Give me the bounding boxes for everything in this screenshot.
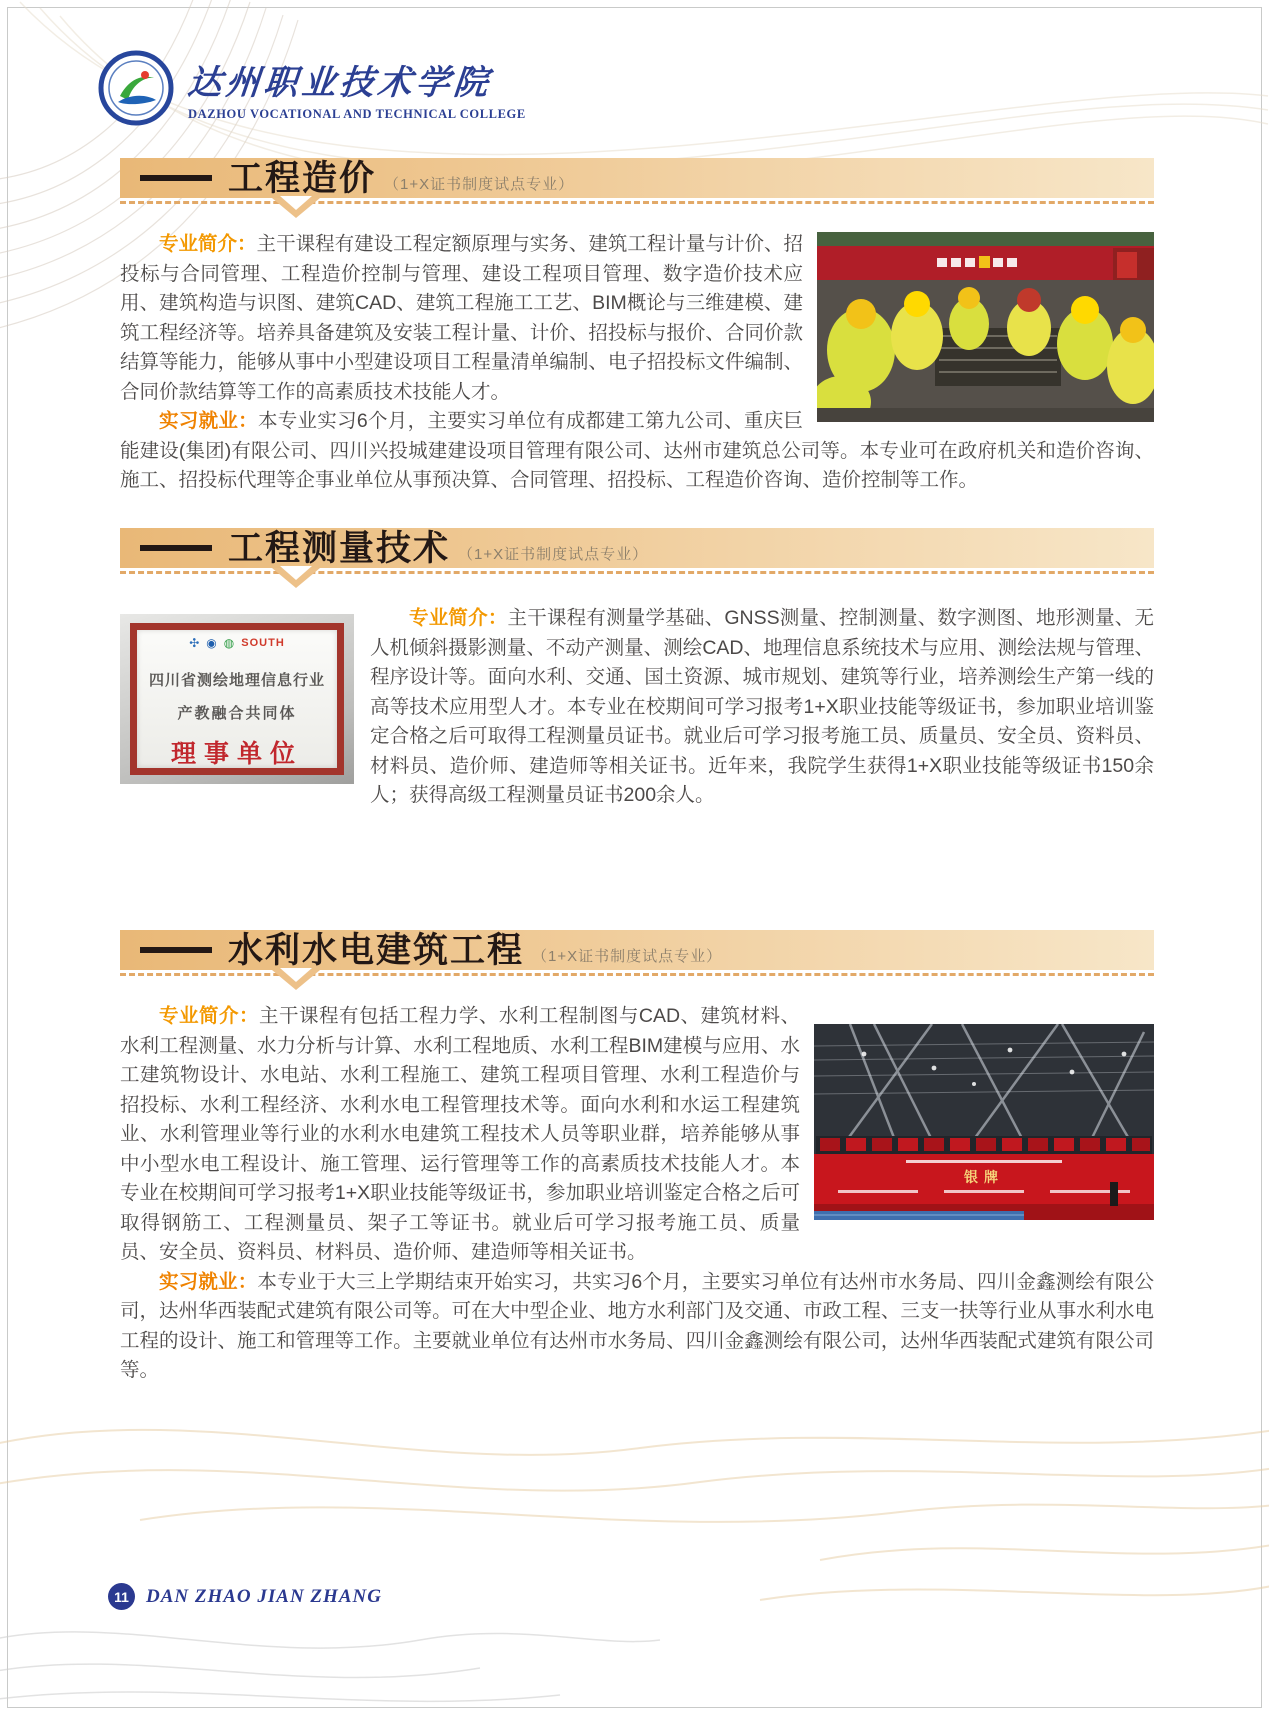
title-bar-notch — [272, 568, 320, 588]
section-subtitle: （1+X证书制度试点专业） — [384, 175, 575, 193]
stage-screen-text: 银牌 — [964, 1169, 1004, 1185]
section-engineering-cost — [120, 158, 1154, 496]
employment-label: 实习就业： — [159, 1270, 258, 1293]
plaque-logo-row — [189, 629, 285, 659]
section-subtitle: （1+X证书制度试点专业） — [532, 947, 723, 965]
intro-text: 主干课程有建设工程定额原理与实务、建筑工程计量与计价、招投标与合同管理、工程造价控制与管理、建设工程项目管理、数字造价技术应用、建筑构造与识图、建筑CAD、建筑工程施工工艺、BIM概论与三维建模、建筑工程经济等。培养具备建筑及安装工程计量、计价、招投标与报价、合同价款结算等能力，能够从事中小型建设项目工程量清单编制、电子招投标文件编制、合同价款结算等工作的高素质技术技能人才。 — [120, 233, 803, 403]
title-dash — [140, 175, 212, 181]
title-dash — [140, 545, 212, 551]
green-ring-icon: ◍ — [223, 635, 235, 650]
south-brand-logo: SOUTH — [241, 636, 285, 649]
college-name-en: DAZHOU VOCATIONAL AND TECHNICAL COLLEGE — [188, 106, 526, 121]
section-content — [120, 1002, 1154, 1386]
section-subtitle: （1+X证书制度试点专业） — [458, 545, 649, 563]
title-bar-notch — [272, 970, 320, 990]
award-ceremony-photo — [814, 1024, 1154, 1220]
section-content — [120, 230, 1154, 496]
employment-paragraph — [120, 1268, 1154, 1386]
compass-icon: ✣ — [189, 635, 200, 650]
section-title: 工程造价 — [228, 158, 377, 198]
section-title: 工程测量技术 — [228, 528, 451, 568]
intro-label: 专业简介： — [159, 233, 257, 255]
intro-paragraph — [370, 604, 1154, 811]
section-title-bar — [120, 930, 1154, 970]
employment-label: 实习就业： — [159, 410, 258, 432]
employment-text: 本专业实习6个月，主要实习单位有成都建工第九公司、重庆巨能建设(集团)有限公司、四川兴投城建建设项目管理有限公司、达州市建筑总公司等。本专业可在政府机关和造价咨询、施工、招投标代理等企事业单位从事预决算、合同管理、招投标、工程造价咨询、造价控制等工作。 — [120, 410, 1154, 491]
title-bar-notch — [272, 198, 320, 218]
membership-plaque — [130, 623, 344, 775]
employment-text: 本专业于大三上学期结束开始实习，共实习6个月，主要实习单位有达州市水务局、四川金鑫测绘有限公司，达州华西装配式建筑有限公司等。可在大中型企业、地方水利部门及交通、市政工程、三支一扶等行业从事水利水电工程的设计、施工和管理等工作。主要就业单位有达州市水务局、四川金鑫测绘有限公司，达州华西装配式建筑有限公司等。 — [120, 1270, 1154, 1381]
intro-text: 主干课程有包括工程力学、水利工程制图与CAD、建筑材料、水利工程测量、水力分析与计算、水利工程地质、水利工程BIM建模与应用、水工建筑物设计、水电站、水利工程施工、建筑工程项目管理、水利工程造价与招投标、水利工程经济、水利水电工程管理技术等。面向水利和水运工程建筑业、水利管理业等行业的水利水电建筑工程技术人员等职业群，培养能够从事中小型水电工程设计、施工管理、运行管理等工作的高素质技术技能人才。本专业在校期间可学习报考1+X职业技能等级证书，参加职业培训鉴定合格之后可取得钢筋工、工程测量员、架子工等证书。就业后可学习报考施工员、质量员、安全员、资料员、材料员、造价师、建造师等相关证书。 — [120, 1005, 800, 1263]
section-text-column — [354, 604, 1154, 811]
globe-icon: ◉ — [206, 635, 217, 650]
page-number-badge: 11 — [108, 1583, 135, 1610]
footer-slogan: DAN ZHAO JIAN ZHANG — [146, 1585, 382, 1607]
section-title-bar — [120, 528, 1154, 568]
plaque-line3: 理事单位 — [170, 740, 303, 768]
intro-text: 主干课程有测量学基础、GNSS测量、控制测量、数字测图、地形测量、无人机倾斜摄影测量、不动产测量、测绘CAD、地理信息系统技术与应用、测绘法规与管理、程序设计等。面向水利、交通、国土资源、城市规划、建筑等行业，培养测绘生产第一线的高等技术应用型人才。本专业在校期间可学习报考1+X职业技能等级证书，参加职业培训鉴定合格之后可取得工程测量员证书。就业后可学习报考施工员、质量员、安全员、资料员、材料员、造价师、建造师等相关证书。近年来，我院学生获得1+X职业技能等级证书150余人；获得高级工程测量员证书200余人。 — [370, 607, 1154, 806]
college-logo — [98, 50, 174, 126]
section-hydraulic-engineering — [120, 930, 1154, 1386]
college-header — [98, 50, 526, 126]
section-title-bar — [120, 158, 1154, 198]
plaque-line2: 产教融合共同体 — [177, 704, 297, 722]
section-content — [120, 604, 1154, 811]
page-footer — [108, 1583, 382, 1610]
plaque-line1: 四川省测绘地理信息行业 — [148, 672, 325, 689]
title-dash — [140, 947, 212, 953]
intro-label: 专业简介： — [409, 607, 508, 629]
intro-label: 专业简介： — [159, 1005, 259, 1027]
college-name-zh: 达州职业技术学院 — [186, 63, 494, 102]
section-title: 水利水电建筑工程 — [228, 930, 525, 970]
section-engineering-surveying — [120, 528, 1154, 811]
membership-plaque-photo — [120, 614, 354, 784]
construction-training-photo — [817, 232, 1154, 422]
